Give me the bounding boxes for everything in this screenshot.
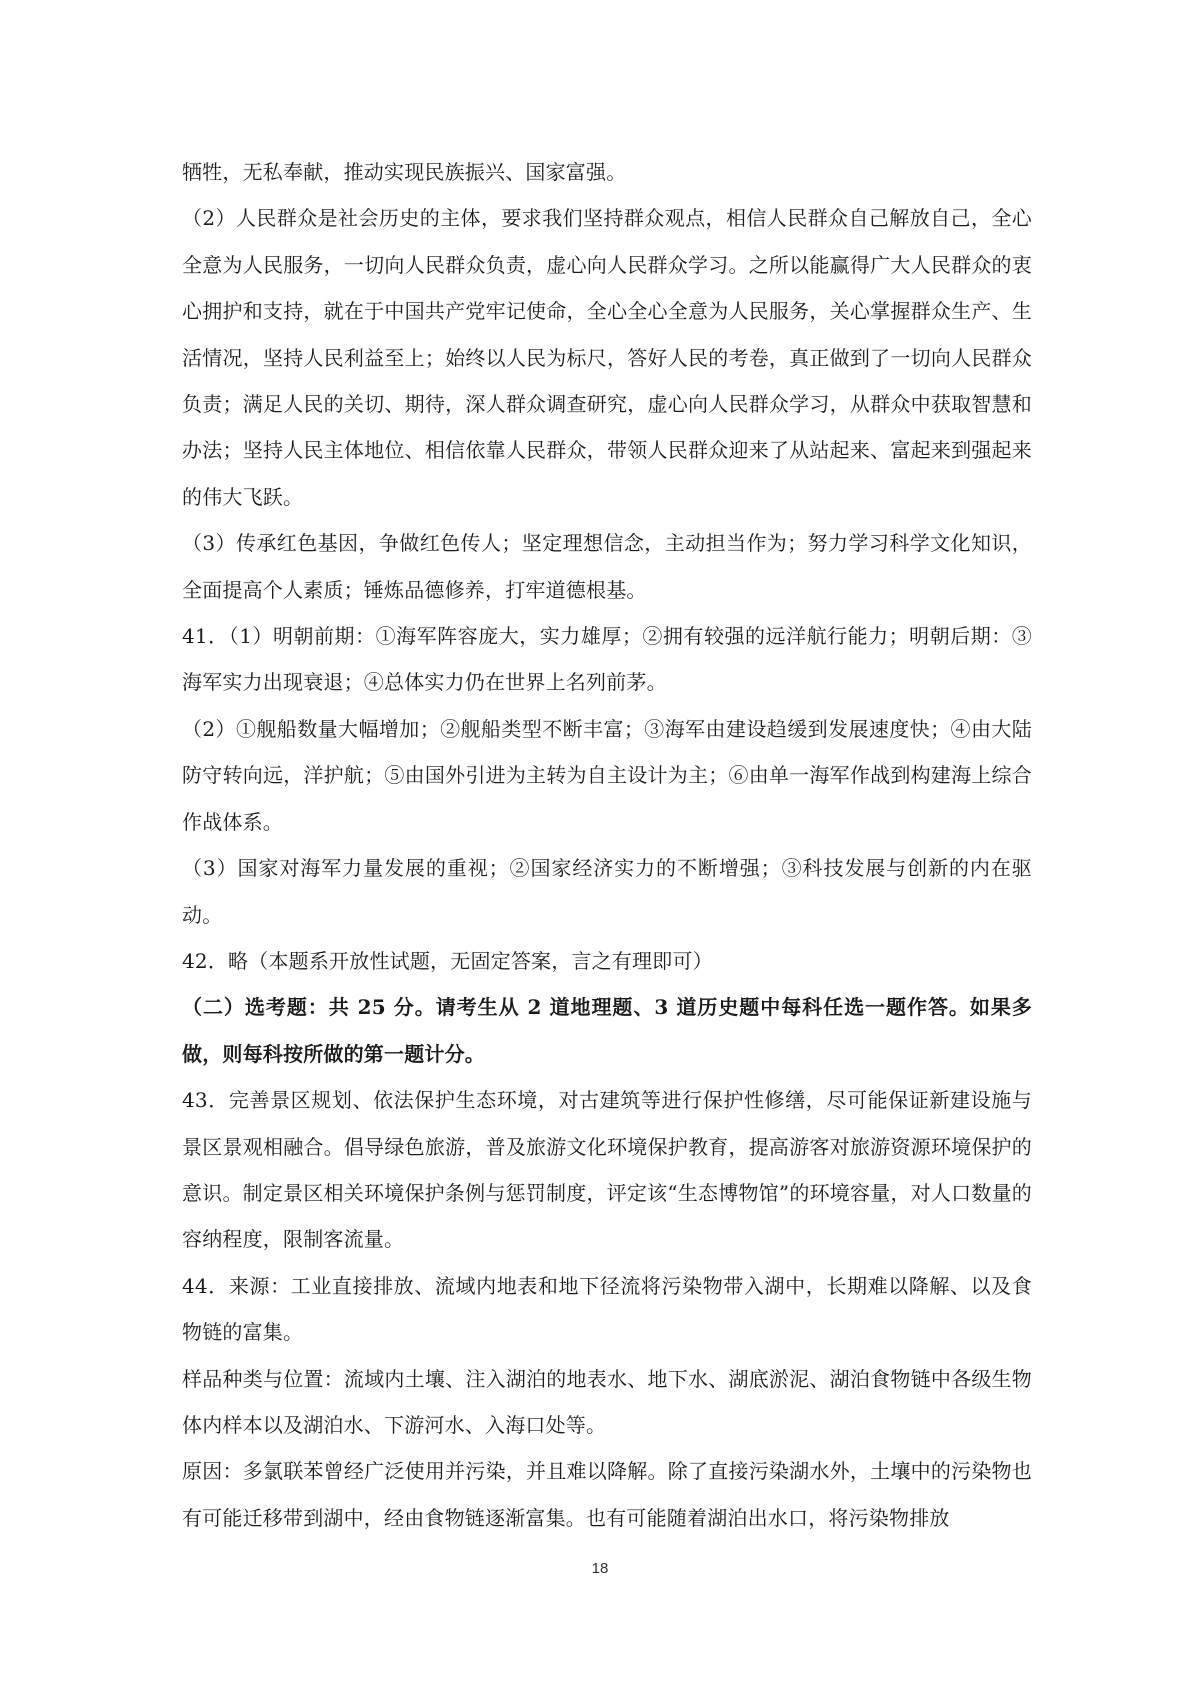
paragraph-q42: 42．略（本题系开放性试题，无固定答案，言之有理即可） — [182, 948, 713, 973]
answer-text-body — [182, 149, 1032, 1541]
paragraph-q43: 43．完善景区规划、依法保护生态环境，对古建筑等进行保护性修缮，尽可能保证新建设施与景区景观相融合。倡导绿色旅游，普及旅游文化环境保护教育，提高游客对旅游资源环境保护的意识。制定景区相关环境保护条例与惩罚制度，评定该“生态博物馆”的环境容量，对人口数量的容纳程度，限制客流量。 — [182, 1088, 1032, 1252]
page-number: 18 — [591, 1560, 609, 1577]
paragraph-q41-part1: 41．（1）明朝前期：①海军阵容庞大，实力雄厚；②拥有较强的远洋航行能力；明朝后期：③海军实力出现衰退；④总体实力仍在世界上名列前茅。 — [182, 624, 1032, 695]
section-heading-elective: （二）选考题：共 25 分。请考生从 2 道地理题、3 道历史题中每科任选一题作答。如果多做，则每科按所做的第一题计分。 — [182, 995, 1032, 1066]
paragraph-q44-samples: 样品种类与位置：流域内土壤、注入湖泊的地表水、地下水、湖底淤泥、湖泊食物链中各级生物体内样本以及湖泊水、下游河水、入海口处等。 — [182, 1366, 1032, 1437]
paragraph-q44-source: 44．来源：工业直接排放、流域内地表和地下径流将污染物带入湖中，长期难以降解、以及食物链的富集。 — [182, 1273, 1032, 1345]
paragraph-q41-part3: （3）国家对海军力量发展的重视；②国家经济实力的不断增强；③科技发展与创新的内在驱动。 — [182, 856, 1032, 927]
paragraph-q40-part3: （3）传承红色基因，争做红色传人；坚定理想信念，主动担当作为；努力学习科学文化知识，全面提高个人素质；锤炼品德修养，打牢道德根基。 — [182, 531, 1032, 602]
paragraph-sacrifice-conclusion: 牺牲，无私奉献，推动实现民族振兴、国家富强。 — [182, 160, 627, 184]
paragraph-q40-part2: （2）人民群众是社会历史的主体，要求我们坚持群众观点，相信人民群众自己解放自己，全心全意为人民服务，一切向人民群众负责，虚心向人民群众学习。之所以能赢得广大人民群众的衷心拥护和支持，就在于中国共产党牢记使命，全心全心全意为人民服务，关心掌握群众生产、生活情况，坚持人民利益至上；始终以人民为标尺，答好人民的考卷，真正做到了一切向人民群众负责；满足人民的关切、期待，深人群众调查研究，虚心向人民群众学习，从群众中获取智慧和办法；坚持人民主体地位、相信依靠人民群众，带领人民群众迎来了从站起来、富起来到强起来的伟大飞跃。 — [182, 206, 1032, 509]
paragraph-q41-part2: （2）①舰船数量大幅增加；②舰船类型不断丰富；③海军由建设趋缓到发展速度快；④由大陆防守转向远，洋护航；⑤由国外引进为主转为自主设计为主；⑥由单一海军作战到构建海上综合作战体系。 — [182, 716, 1032, 834]
paragraph-q44-reason: 原因：多氯联苯曾经广泛使用并污染，并且难以降解。除了直接污染湖水外，土壤中的污染物也有可能迁移带到湖中，经由食物链逐渐富集。也有可能随着湖泊出水口，将污染物排放 — [182, 1459, 1032, 1530]
